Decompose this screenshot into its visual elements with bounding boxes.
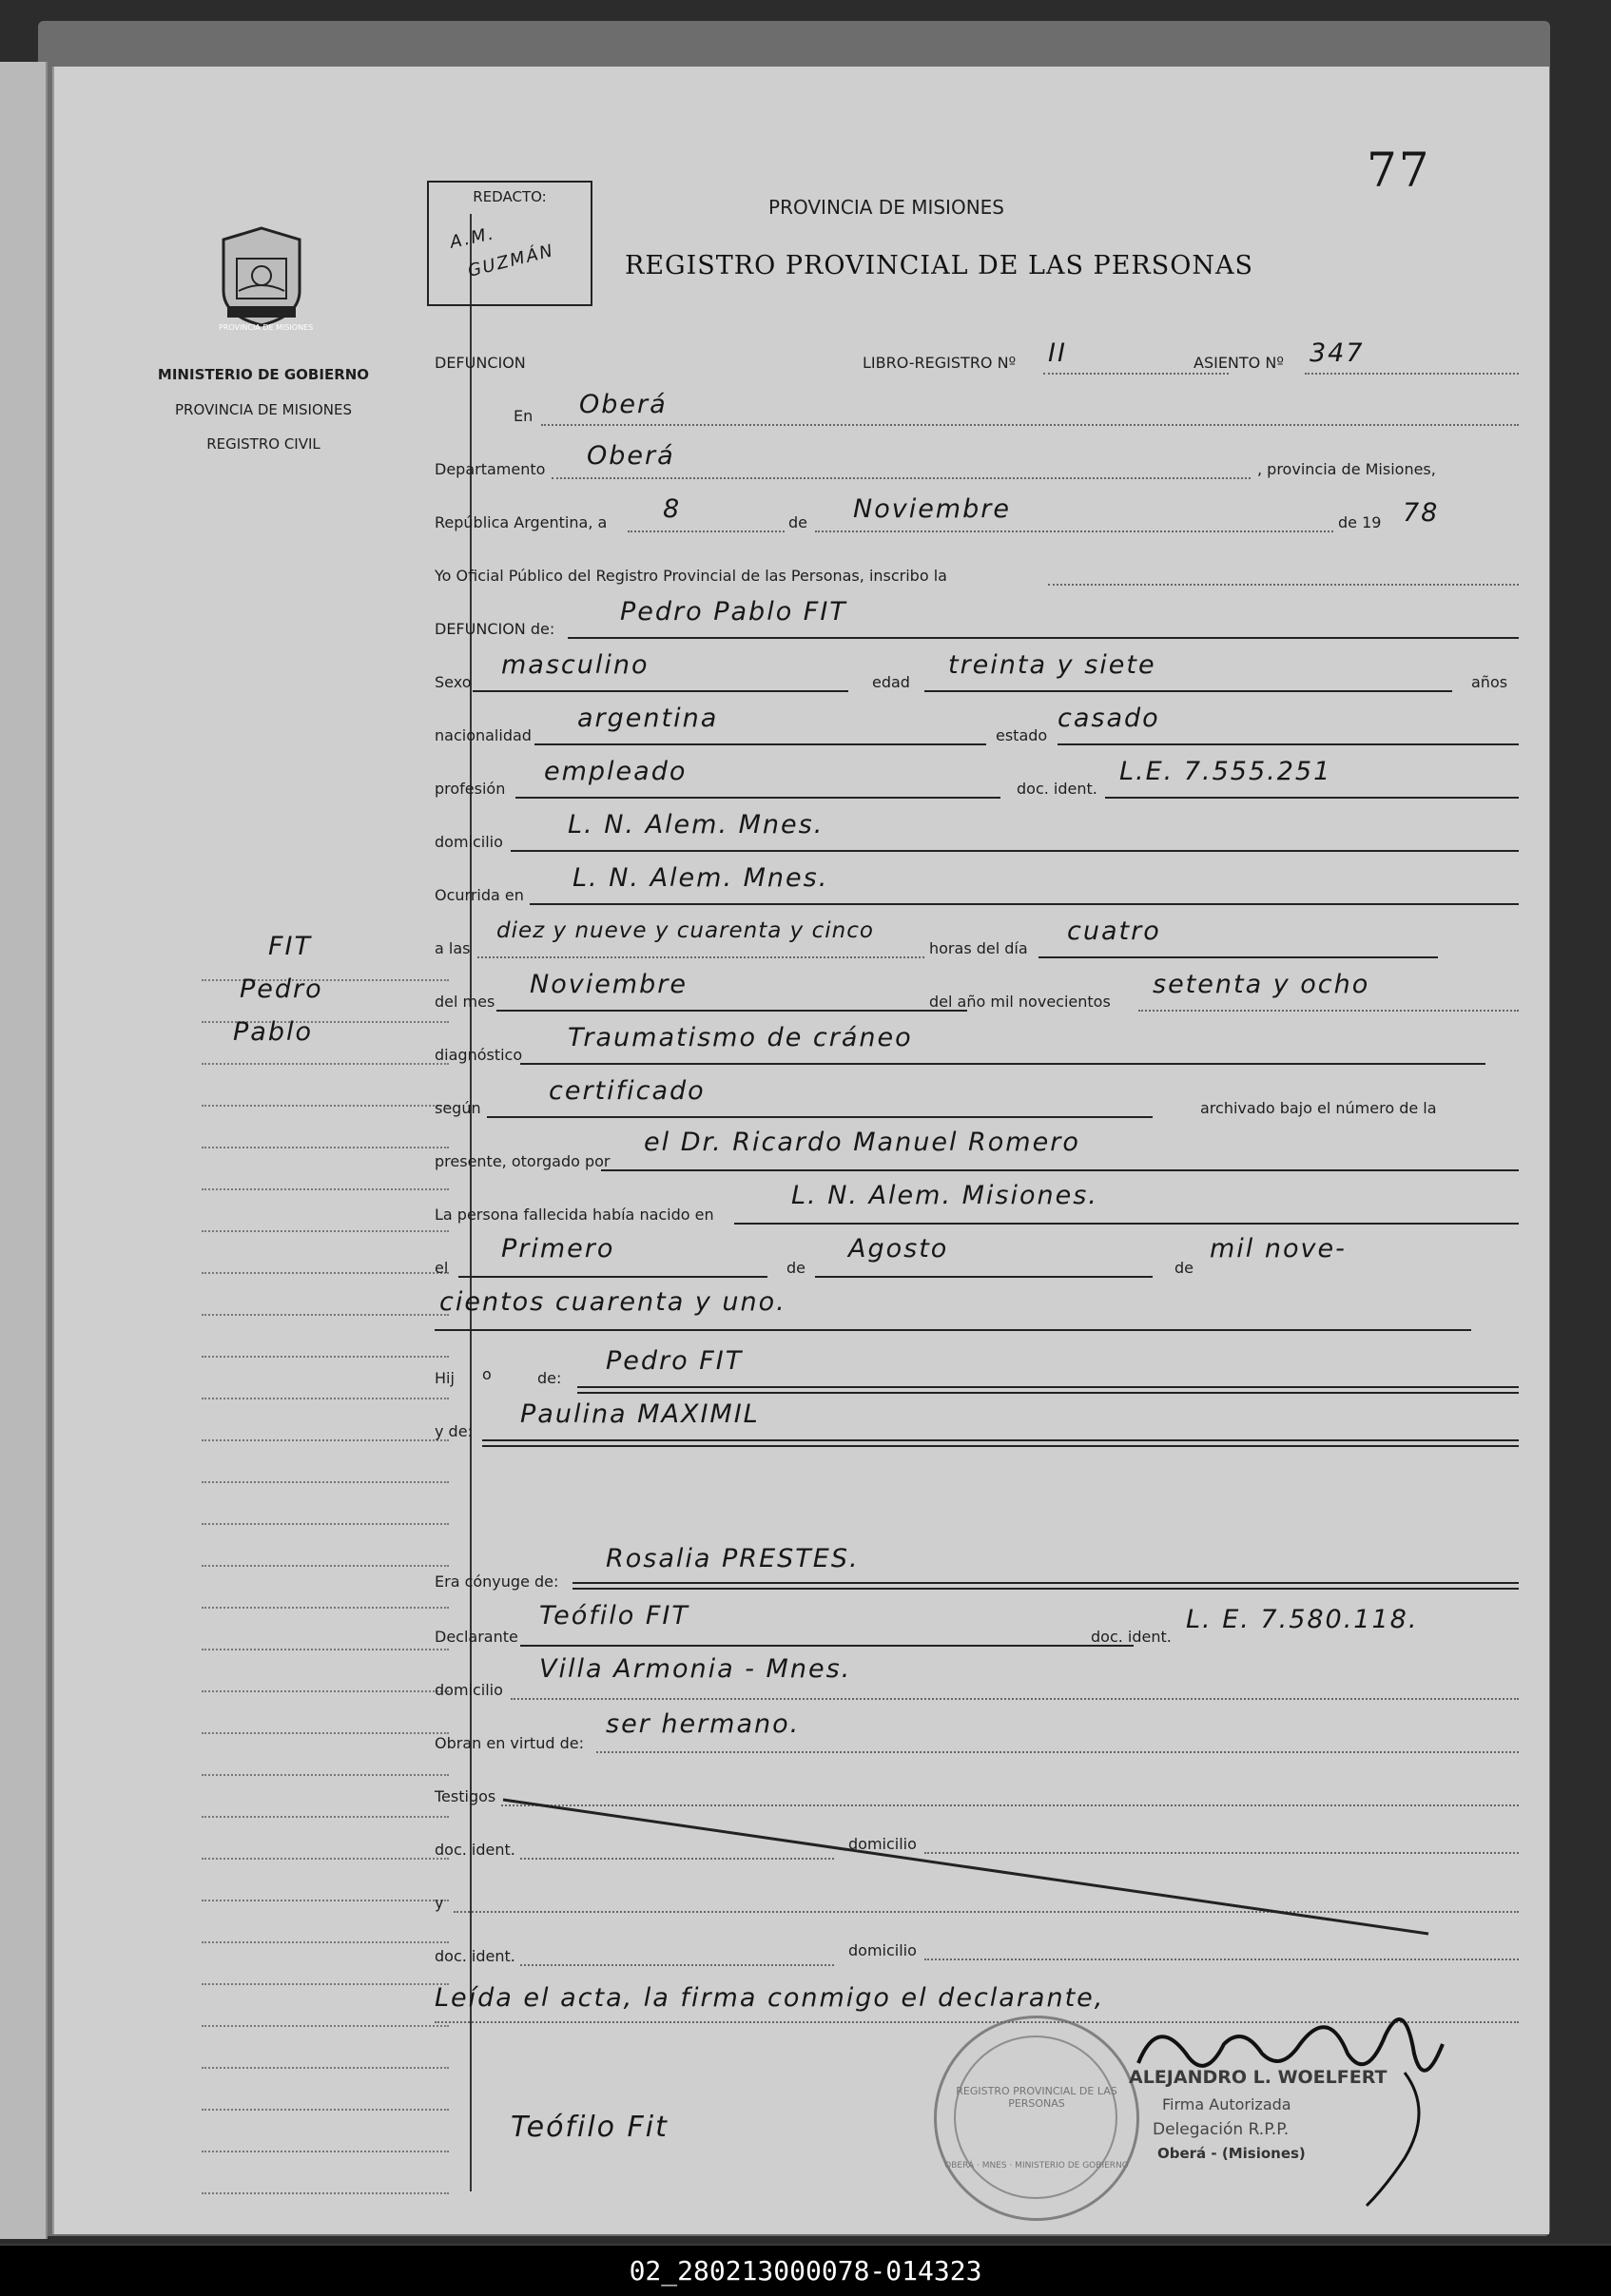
margin-note-middle-name: Pablo bbox=[233, 1017, 313, 1047]
margin-ruled-line bbox=[202, 1816, 449, 1818]
year-prefix: de 19 bbox=[1338, 513, 1382, 531]
place-value: Oberá bbox=[579, 390, 668, 419]
act-type-label: DEFUNCION bbox=[435, 354, 526, 372]
closing-statement: Leída el acta, la firma conmigo el declarante, bbox=[435, 1983, 1105, 2013]
witness2-address-label: domicilio bbox=[848, 1941, 917, 1959]
margin-ruled-line bbox=[202, 1272, 449, 1274]
declarant-address-label: domicilio bbox=[435, 1681, 503, 1699]
margin-ruled-line bbox=[202, 1188, 449, 1190]
place-label: En bbox=[514, 407, 534, 425]
margin-ruled-line bbox=[202, 1690, 449, 1692]
child-of-suffix: o bbox=[482, 1365, 492, 1383]
margin-ruled-line bbox=[202, 2067, 449, 2069]
birth-day-value: Primero bbox=[501, 1234, 615, 1264]
officer-statement: Yo Oficial Público del Registro Provincial de las Personas, inscribo la bbox=[435, 567, 947, 585]
image-id-footer: 02_280213000078-014323 bbox=[0, 2246, 1611, 2296]
year-of-death-value: setenta y ocho bbox=[1153, 970, 1370, 999]
issued-by-label: presente, otorgado por bbox=[435, 1152, 611, 1170]
ministry-civil-registry: REGISTRO CIVIL bbox=[206, 435, 320, 453]
witness-and-label: y bbox=[435, 1894, 444, 1912]
birthplace-label: La persona fallecida había nacido en bbox=[435, 1206, 714, 1224]
and-of-label: y de: bbox=[435, 1422, 473, 1440]
witness2-doc-label: doc. ident. bbox=[435, 1947, 515, 1965]
sex-value: masculino bbox=[501, 650, 650, 680]
official-place: Oberá - (Misiones) bbox=[1157, 2145, 1306, 2162]
month-value: Noviembre bbox=[853, 494, 1011, 524]
declarant-signature: Teófilo Fit bbox=[511, 2111, 669, 2144]
witnesses-strikethrough bbox=[501, 1797, 1433, 1939]
official-name: ALEJANDRO L. WOELFERT bbox=[1129, 2067, 1388, 2088]
birthdate-el-label: el bbox=[435, 1259, 449, 1277]
month-of-death-value: Noviembre bbox=[530, 970, 688, 999]
birthdate-de-label-1: de bbox=[786, 1259, 806, 1277]
margin-ruled-line bbox=[202, 2151, 449, 2152]
margin-ruled-line bbox=[202, 1983, 449, 1985]
official-role-2: Delegación R.P.P. bbox=[1153, 2120, 1290, 2139]
margin-ruled-line bbox=[202, 1941, 449, 1943]
birth-month-value: Agosto bbox=[848, 1234, 949, 1264]
declarant-address-value: Villa Armonia - Mnes. bbox=[539, 1654, 852, 1684]
issued-by-value: el Dr. Ricardo Manuel Romero bbox=[644, 1128, 1080, 1157]
spouse-name: Rosalia PRESTES. bbox=[606, 1544, 860, 1573]
nationality-value: argentina bbox=[577, 704, 719, 733]
doc-value: L.E. 7.555.251 bbox=[1119, 757, 1332, 786]
date-de-label: de bbox=[788, 513, 807, 531]
child-of-label: Hij bbox=[435, 1369, 455, 1387]
year-value: 78 bbox=[1403, 498, 1440, 528]
marital-status-value: casado bbox=[1058, 704, 1160, 733]
deceased-label: DEFUNCION de: bbox=[435, 620, 555, 638]
margin-ruled-line bbox=[202, 1314, 449, 1316]
time-label: a las bbox=[435, 939, 471, 957]
margin-ruled-line bbox=[202, 1230, 449, 1232]
register-page bbox=[52, 67, 1549, 2234]
birthdate-de-label-2: de bbox=[1174, 1259, 1194, 1277]
day-value: 8 bbox=[663, 494, 682, 524]
witness1-address-label: domicilio bbox=[848, 1835, 917, 1853]
redacto-surname: GUZMÁN bbox=[465, 241, 556, 281]
department-label: Departamento bbox=[435, 460, 546, 478]
book-number: II bbox=[1048, 338, 1067, 368]
ministry-province: PROVINCIA DE MISIONES bbox=[175, 401, 352, 418]
margin-ruled-line bbox=[202, 1439, 449, 1441]
round-stamp-bottom-text: OBERÁ · MNES · MINISTERIO DE GOBIERNO bbox=[944, 2161, 1129, 2171]
occurred-label: Ocurrida en bbox=[435, 886, 524, 904]
margin-ruled-line bbox=[202, 1356, 449, 1358]
redacto-stamp-box bbox=[427, 181, 592, 306]
time-value: diez y nueve y cuarenta y cinco bbox=[496, 918, 874, 943]
registry-round-stamp bbox=[934, 2016, 1139, 2221]
child-of-de: de: bbox=[537, 1369, 562, 1387]
profession-label: profesión bbox=[435, 780, 506, 798]
official-role-1: Firma Autorizada bbox=[1162, 2095, 1291, 2113]
margin-ruled-line bbox=[202, 1398, 449, 1399]
acting-as-label: Obran en virtud de: bbox=[435, 1734, 584, 1752]
province-suffix: , provincia de Misiones, bbox=[1257, 460, 1436, 478]
margin-ruled-line bbox=[202, 2109, 449, 2111]
declarant-doc-label: doc. ident. bbox=[1091, 1628, 1172, 1646]
margin-note-surname: FIT bbox=[268, 932, 312, 961]
marital-status-label: estado bbox=[996, 726, 1048, 744]
margin-ruled-line bbox=[202, 1858, 449, 1860]
birth-year-value-1: mil nove- bbox=[1210, 1234, 1347, 1264]
address-label: domicilio bbox=[435, 833, 503, 851]
margin-ruled-line bbox=[202, 1774, 449, 1776]
margin-ruled-line bbox=[202, 979, 449, 981]
margin-note-first-name: Pedro bbox=[240, 974, 323, 1004]
margin-ruled-line bbox=[202, 1063, 449, 1065]
header-registry: REGISTRO PROVINCIAL DE LAS PERSONAS bbox=[625, 251, 1254, 280]
margin-ruled-line bbox=[202, 1481, 449, 1483]
facing-page-edge bbox=[0, 62, 48, 2239]
doc-label: doc. ident. bbox=[1017, 780, 1097, 798]
month-of-death-label: del mes bbox=[435, 993, 495, 1011]
deceased-name: Pedro Pablo FIT bbox=[620, 597, 847, 627]
margin-ruled-line bbox=[202, 1900, 449, 1901]
year-of-death-label: del año mil novecientos bbox=[929, 993, 1111, 1011]
nationality-label: nacionalidad bbox=[435, 726, 532, 744]
occurred-value: L. N. Alem. Mnes. bbox=[573, 863, 829, 893]
declarant-name: Teófilo FIT bbox=[539, 1601, 689, 1630]
redacto-label: REDACTO: bbox=[473, 188, 547, 205]
margin-ruled-line bbox=[202, 1649, 449, 1650]
according-value: certificado bbox=[549, 1076, 706, 1106]
age-label: edad bbox=[872, 673, 910, 691]
address-value: L. N. Alem. Mnes. bbox=[568, 810, 825, 839]
redacto-initials: A.M. bbox=[448, 223, 497, 253]
margin-ruled-line bbox=[202, 1105, 449, 1107]
margin-ruled-line bbox=[202, 1565, 449, 1567]
round-stamp-text: REGISTRO PROVINCIAL DE LAS PERSONAS bbox=[956, 2085, 1117, 2110]
sex-label: Sexo bbox=[435, 673, 472, 691]
according-label: según bbox=[435, 1099, 481, 1117]
day-of-death-value: cuatro bbox=[1067, 916, 1161, 946]
declarant-doc-value: L. E. 7.580.118. bbox=[1186, 1605, 1419, 1634]
diagnosis-label: diagnóstico bbox=[435, 1046, 523, 1064]
age-value: treinta y siete bbox=[948, 650, 1156, 680]
margin-ruled-line bbox=[202, 1607, 449, 1609]
margin-divider bbox=[470, 214, 472, 2191]
book-label: LIBRO-REGISTRO Nº bbox=[863, 354, 1017, 372]
ministry-title: MINISTERIO DE GOBIERNO bbox=[157, 366, 370, 383]
years-label: años bbox=[1471, 673, 1508, 691]
hours-of-day-label: horas del día bbox=[929, 939, 1028, 957]
department-value: Oberá bbox=[587, 441, 675, 471]
margin-ruled-line bbox=[202, 1732, 449, 1734]
seal-banner-text: PROVINCIA DE MISIONES bbox=[219, 323, 314, 332]
republic-label: República Argentina, a bbox=[435, 513, 608, 531]
provincial-seal-icon bbox=[218, 224, 305, 329]
margin-ruled-line bbox=[202, 2025, 449, 2027]
seat-number: 347 bbox=[1310, 338, 1365, 368]
margin-ruled-line bbox=[202, 1147, 449, 1148]
margin-ruled-line bbox=[202, 1523, 449, 1525]
birth-year-value-2: cientos cuarenta y uno. bbox=[439, 1287, 786, 1317]
archived-label: archivado bajo el número de la bbox=[1200, 1099, 1437, 1117]
declarant-label: Declarante bbox=[435, 1628, 518, 1646]
witness1-doc-label: doc. ident. bbox=[435, 1841, 515, 1859]
spouse-label: Era cónyuge de: bbox=[435, 1572, 559, 1591]
father-name: Pedro FIT bbox=[606, 1346, 744, 1376]
birthplace-value: L. N. Alem. Misiones. bbox=[791, 1181, 1098, 1210]
acting-as-value: ser hermano. bbox=[606, 1709, 801, 1739]
mother-name: Paulina MAXIMIL bbox=[520, 1399, 760, 1429]
diagnosis-value: Traumatismo de cráneo bbox=[568, 1023, 913, 1052]
margin-ruled-line bbox=[202, 2192, 449, 2194]
seat-label: ASIENTO Nº bbox=[1194, 354, 1284, 372]
profession-value: empleado bbox=[544, 757, 688, 786]
header-province: PROVINCIA DE MISIONES bbox=[768, 196, 1004, 219]
page-number: 77 bbox=[1367, 143, 1431, 198]
witnesses-label: Testigos bbox=[435, 1787, 496, 1805]
